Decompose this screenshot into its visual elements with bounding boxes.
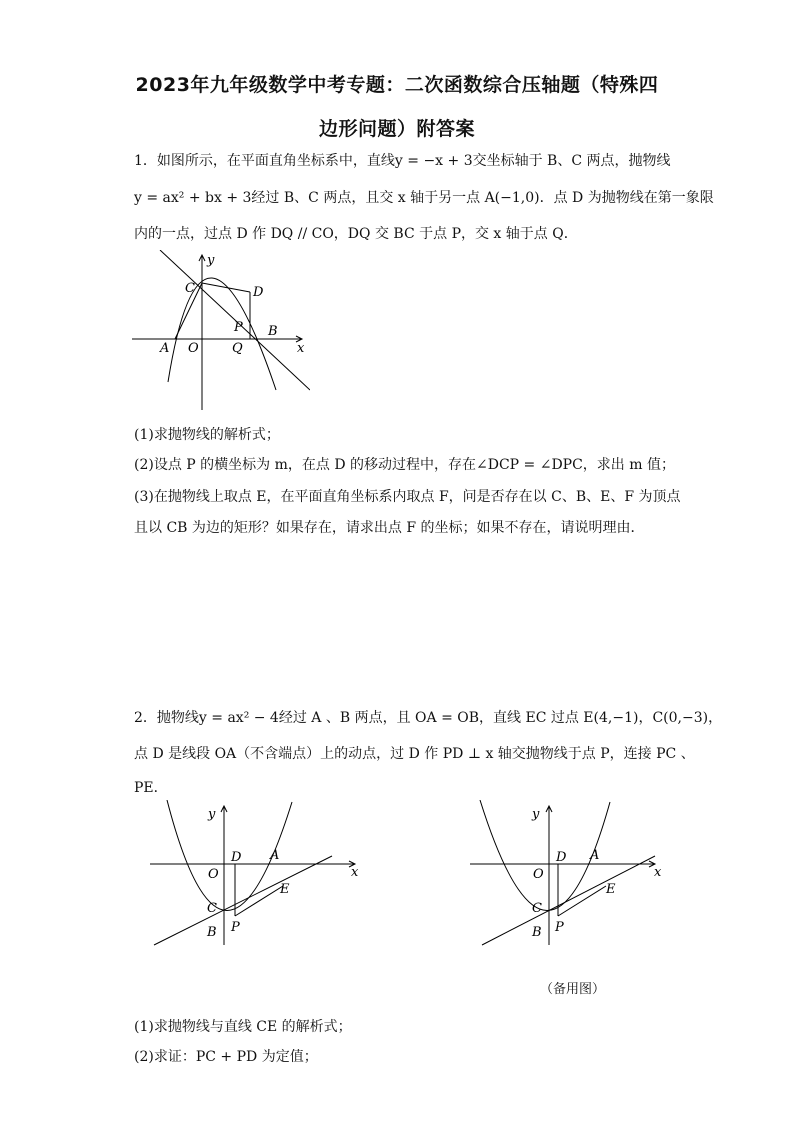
q1-label-y: y [207, 253, 215, 268]
q2b-label-d: D [556, 850, 567, 865]
q2b-line-ce [482, 856, 655, 945]
q1-label-p: P [234, 320, 243, 335]
q1-label-x: x [297, 341, 305, 356]
q2a-label-b: B [207, 925, 217, 940]
q1-label-q: Q [232, 341, 243, 356]
q2b-label-e: E [606, 882, 616, 897]
q2a-label-o: O [208, 867, 219, 882]
q2-figure-backup [470, 800, 700, 950]
q2b-label-o: O [533, 867, 544, 882]
q2b-segment-pe [558, 886, 606, 916]
q2a-label-p: P [231, 920, 240, 935]
q1-part-3b: 且以 CB 为边的矩形？如果存在，请求出点 F 的坐标；如果不存在，请说明理由． [134, 520, 645, 536]
q2-line-1: 2．抛物线y = ax² − 4经过 A 、B 两点，且 OA = OB，直线 EC 过点 E(4,−1)，C(0,−3)， [134, 710, 723, 726]
q2a-label-c: C [207, 901, 217, 916]
q2b-label-p: P [555, 920, 564, 935]
q2-line-3: PE． [134, 780, 168, 796]
q1-figure [130, 250, 310, 415]
q2b-label-x: x [654, 865, 662, 880]
q1-segment-cd [202, 283, 250, 292]
q1-part-2: (2)设点 P 的横坐标为 m，在点 D 的移动过程中，存在∠DCP = ∠DPC，求出 m 值； [134, 457, 675, 473]
q2-line-2: 点 D 是线段 OA（不含端点）上的动点，过 D 作 PD ⊥ x 轴交抛物线于点 P，连接 PC 、 [134, 746, 695, 762]
q1-line-3: 内的一点，过点 D 作 DQ // CO，DQ 交 BC 于点 P，交 x 轴于点 Q． [134, 226, 578, 242]
page-title-line-1: 2023年九年级数学中考专题：二次函数综合压轴题（特殊四 [135, 74, 659, 96]
page-title-line-2: 边形问题）附答案 [318, 118, 475, 140]
q2a-label-y: y [208, 807, 216, 822]
q2a-label-a: A [270, 848, 280, 863]
q2a-line-ce [154, 856, 332, 945]
q2-backup-caption: （备用图） [540, 982, 606, 997]
q1-line-1: 1．如图所示，在平面直角坐标系中，直线y = −x + 3交坐标轴于 B、C 两点，抛物线 [134, 153, 671, 169]
q1-label-a: A [160, 341, 170, 356]
q2a-label-e: E [280, 882, 290, 897]
q1-label-b: B [268, 324, 278, 339]
q1-label-c: C [185, 281, 195, 296]
q2b-label-c: C [532, 901, 542, 916]
q2-part-2: (2)求证：PC + PD 为定值； [134, 1049, 318, 1065]
q1-label-d: D [253, 285, 264, 300]
q2a-label-x: x [351, 865, 359, 880]
q2-figure-main [140, 800, 370, 950]
q2b-label-a: A [590, 848, 600, 863]
q1-label-o: O [188, 341, 199, 356]
q2b-label-b: B [532, 925, 542, 940]
q1-part-1: (1)求抛物线的解析式； [134, 427, 280, 443]
q2a-label-d: D [231, 850, 242, 865]
q2-part-1: (1)求抛物线与直线 CE 的解析式； [134, 1019, 352, 1035]
q2b-label-y: y [532, 807, 540, 822]
q1-line-2: y = ax² + bx + 3经过 B、C 两点，且交 x 轴于另一点 A(−1,0)．点 D 为抛物线在第一象限 [134, 190, 714, 206]
q1-part-3a: (3)在抛物线上取点 E，在平面直角坐标系内取点 F，问是否存在以 C、B、E、F 为顶点 [134, 489, 681, 505]
